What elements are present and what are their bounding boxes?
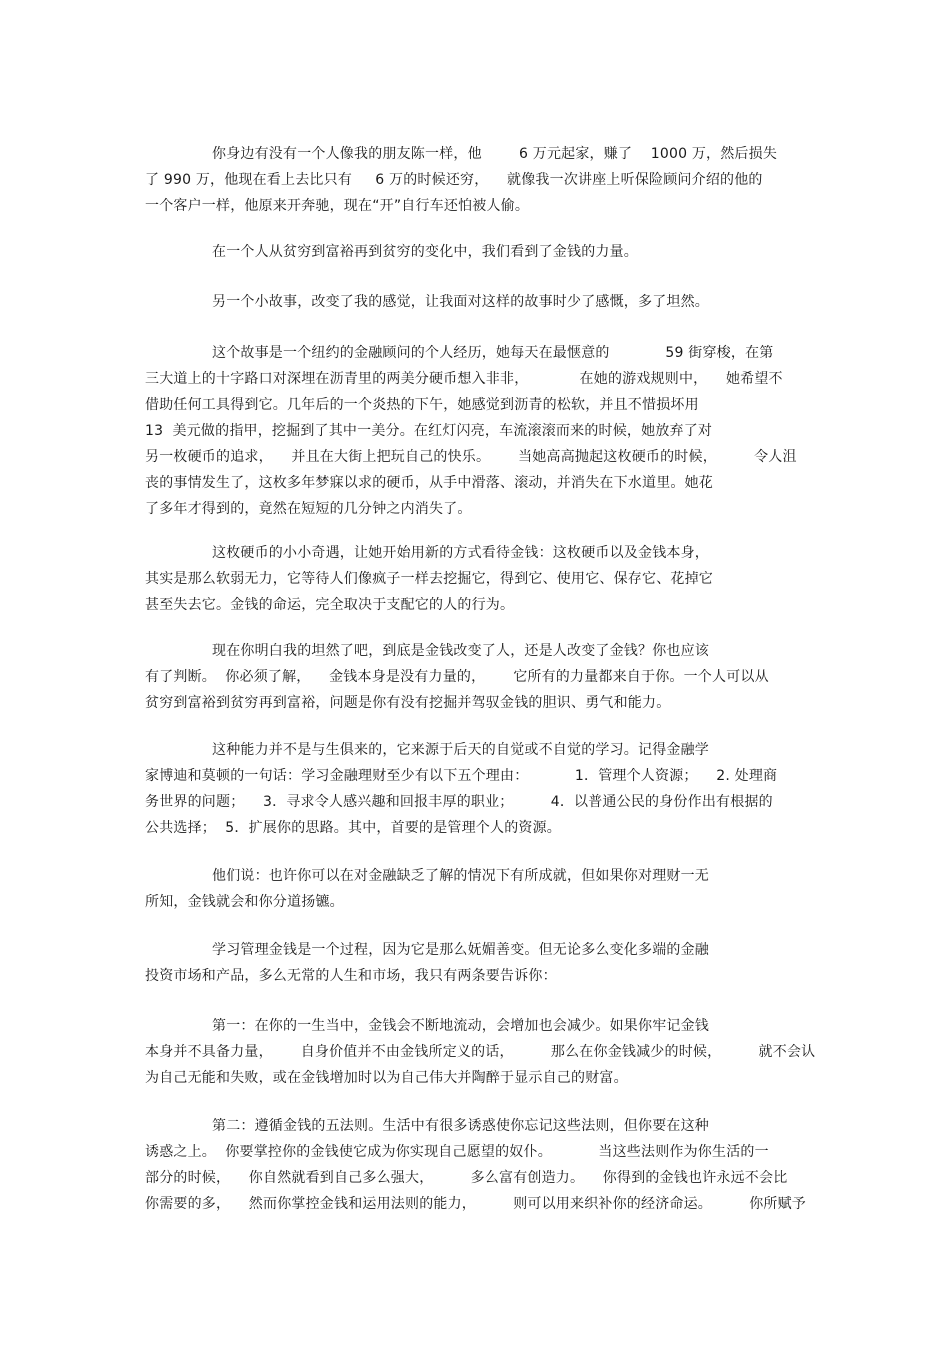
paragraph-10	[145, 1013, 816, 1091]
text-line: 另一个小故事，改变了我的感觉，让我面对这样的故事时少了感慨，多了坦然。	[212, 294, 709, 310]
text-line: 第一：在你的一生当中，金钱会不断地流动，会增加也会减少。如果你牢记金钱	[212, 1018, 709, 1034]
text-line: 了多年才得到的，竟然在短短的几分钟之内消失了。	[145, 501, 472, 517]
text-line: 丧的事情发生了，这枚多年梦寐以求的硬币，从手中滑落、滚动，并消失在下水道里。她花	[145, 475, 713, 491]
text-line: 了 990 万，他现在看上去比只有 6 万的时候还穷， 就像我一次讲座上听保险顾问介绍的他的	[145, 172, 763, 188]
text-line: 这枚硬币的小小奇遇，让她开始用新的方式看待金钱：这枚硬币以及金钱本身，	[212, 545, 709, 561]
paragraph-1	[145, 141, 810, 219]
text-line: 贫穷到富裕到贫穷再到富裕，问题是你有没有挖掘并驾驭金钱的胆识、勇气和能力。	[145, 695, 671, 711]
text-line: 公共选择； 5．扩展你的思路。其中，首要的是管理个人的资源。	[145, 820, 562, 836]
text-line: 务世界的问题； 3．寻求令人感兴趣和回报丰厚的职业； 4．以普通公民的身份作出有根据的	[145, 794, 773, 810]
text-line: 你需要的多， 然而你掌控金钱和运用法则的能力， 则可以用来织补你的经济命运。 你所赋予	[145, 1196, 807, 1212]
text-line: 家博迪和莫顿的一句话：学习金融理财至少有以下五个理由： 1．管理个人资源； 2. 处理商	[145, 768, 778, 784]
paragraph-9	[145, 937, 810, 989]
paragraph-5	[145, 540, 810, 618]
paragraph-4	[145, 340, 810, 522]
text-line: 这种能力并不是与生俱来的，它来源于后天的自觉或不自觉的学习。记得金融学	[212, 742, 709, 758]
text-line: 另一枚硬币的追求， 并且在大街上把玩自己的快乐。 当她高高抛起这枚硬币的时候， 令人沮	[145, 449, 797, 465]
text-line: 甚至失去它。金钱的命运，完全取决于支配它的人的行为。	[145, 597, 515, 613]
paragraph-2	[145, 239, 810, 265]
text-line: 学习管理金钱是一个过程，因为它是那么妩媚善变。但无论多么变化多端的金融	[212, 942, 709, 958]
text-line: 13 美元做的指甲，挖掘到了其中一美分。在红灯闪亮，车流滚滚而来的时候，她放弃了对	[145, 423, 713, 439]
text-line: 其实是那么软弱无力，它等待人们像疯子一样去挖掘它，得到它、使用它、保存它、花掉它	[145, 571, 713, 587]
text-line: 这个故事是一个纽约的金融顾问的个人经历，她每天在最惬意的 59 街穿梭，在第	[212, 345, 774, 361]
paragraph-7	[145, 737, 810, 841]
text-line: 所知，金钱就会和你分道扬镳。	[145, 894, 344, 910]
text-line: 部分的时候， 你自然就看到自己多么强大， 多么富有创造力。 你得到的金钱也许永远不会比	[145, 1170, 788, 1186]
text-line: 有了判断。 你必须了解， 金钱本身是没有力量的， 它所有的力量都来自于你。一个人可以从	[145, 669, 769, 685]
text-line: 现在你明白我的坦然了吧，到底是金钱改变了人，还是人改变了金钱？你也应该	[212, 643, 709, 659]
text-line: 借助任何工具得到它。几年后的一个炎热的下午，她感觉到沥青的松软，并且不惜损坏用	[145, 397, 699, 413]
text-line: 他们说：也许你可以在对金融缺乏了解的情况下有所成就，但如果你对理财一无	[212, 868, 709, 884]
text-line: 在一个人从贫穷到富裕再到贫穷的变化中，我们看到了金钱的力量。	[212, 244, 638, 260]
text-line: 第二：遵循金钱的五法则。生活中有很多诱惑使你忘记这些法则，但你要在这种	[212, 1118, 709, 1134]
paragraph-8	[145, 863, 810, 915]
paragraph-11	[145, 1113, 810, 1217]
paragraph-3	[145, 289, 810, 315]
text-line: 本身并不具备力量， 自身价值并不由金钱所定义的话， 那么在你金钱减少的时候， 就不会认	[145, 1044, 816, 1060]
text-line: 诱惑之上。 你要掌控你的金钱使它成为你实现自己愿望的奴仆。 当这些法则作为你生活的一	[145, 1144, 769, 1160]
text-line: 投资市场和产品，多么无常的人生和市场，我只有两条要告诉你：	[145, 968, 557, 984]
text-line: 一个客户一样，他原来开奔驰，现在“开”自行车还怕被人偷。	[145, 198, 530, 214]
text-line: 为自己无能和失败，或在金钱增加时以为自己伟大并陶醉于显示自己的财富。	[145, 1070, 628, 1086]
text-line: 三大道上的十字路口对深埋在沥青里的两美分硬币想入非非， 在她的游戏规则中， 她希望不	[145, 371, 783, 387]
paragraph-6	[145, 638, 810, 716]
text-line: 你身边有没有一个人像我的朋友陈一样，他 6 万元起家，赚了 1000 万，然后损失	[212, 146, 778, 162]
